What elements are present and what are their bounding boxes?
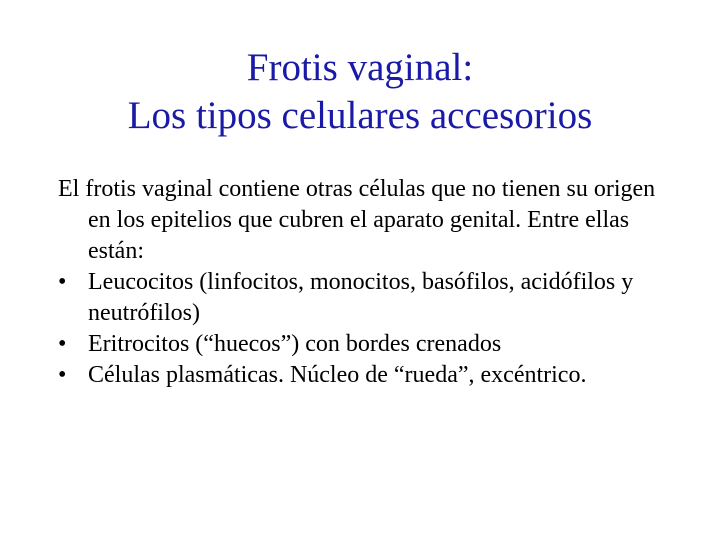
bullet-icon: • xyxy=(58,362,67,388)
slide-title xyxy=(40,44,680,140)
title-line-2: Los tipos celulares accesorios xyxy=(127,94,593,137)
bullet-list xyxy=(58,267,668,391)
bullet-text: Eritrocitos (“huecos”) con bordes crenados xyxy=(88,331,502,357)
bullet-text: Células plasmáticas. Núcleo de “rueda”, excéntrico. xyxy=(88,362,587,388)
bullet-item xyxy=(58,360,668,391)
intro-paragraph: El frotis vaginal contiene otras células que no tienen su origen en los epitelios que cubren el aparato genital. Entre ellas están: xyxy=(58,176,656,264)
title-line-1: Frotis vaginal: xyxy=(246,46,474,89)
bullet-icon: • xyxy=(58,331,67,357)
bullet-icon: • xyxy=(58,269,67,295)
bullet-item xyxy=(58,267,668,329)
bullet-item xyxy=(58,329,668,360)
bullet-text: Leucocitos (linfocitos, monocitos, basófilos, acidófilos y neutrófilos) xyxy=(88,269,634,326)
slide-body xyxy=(58,174,668,391)
